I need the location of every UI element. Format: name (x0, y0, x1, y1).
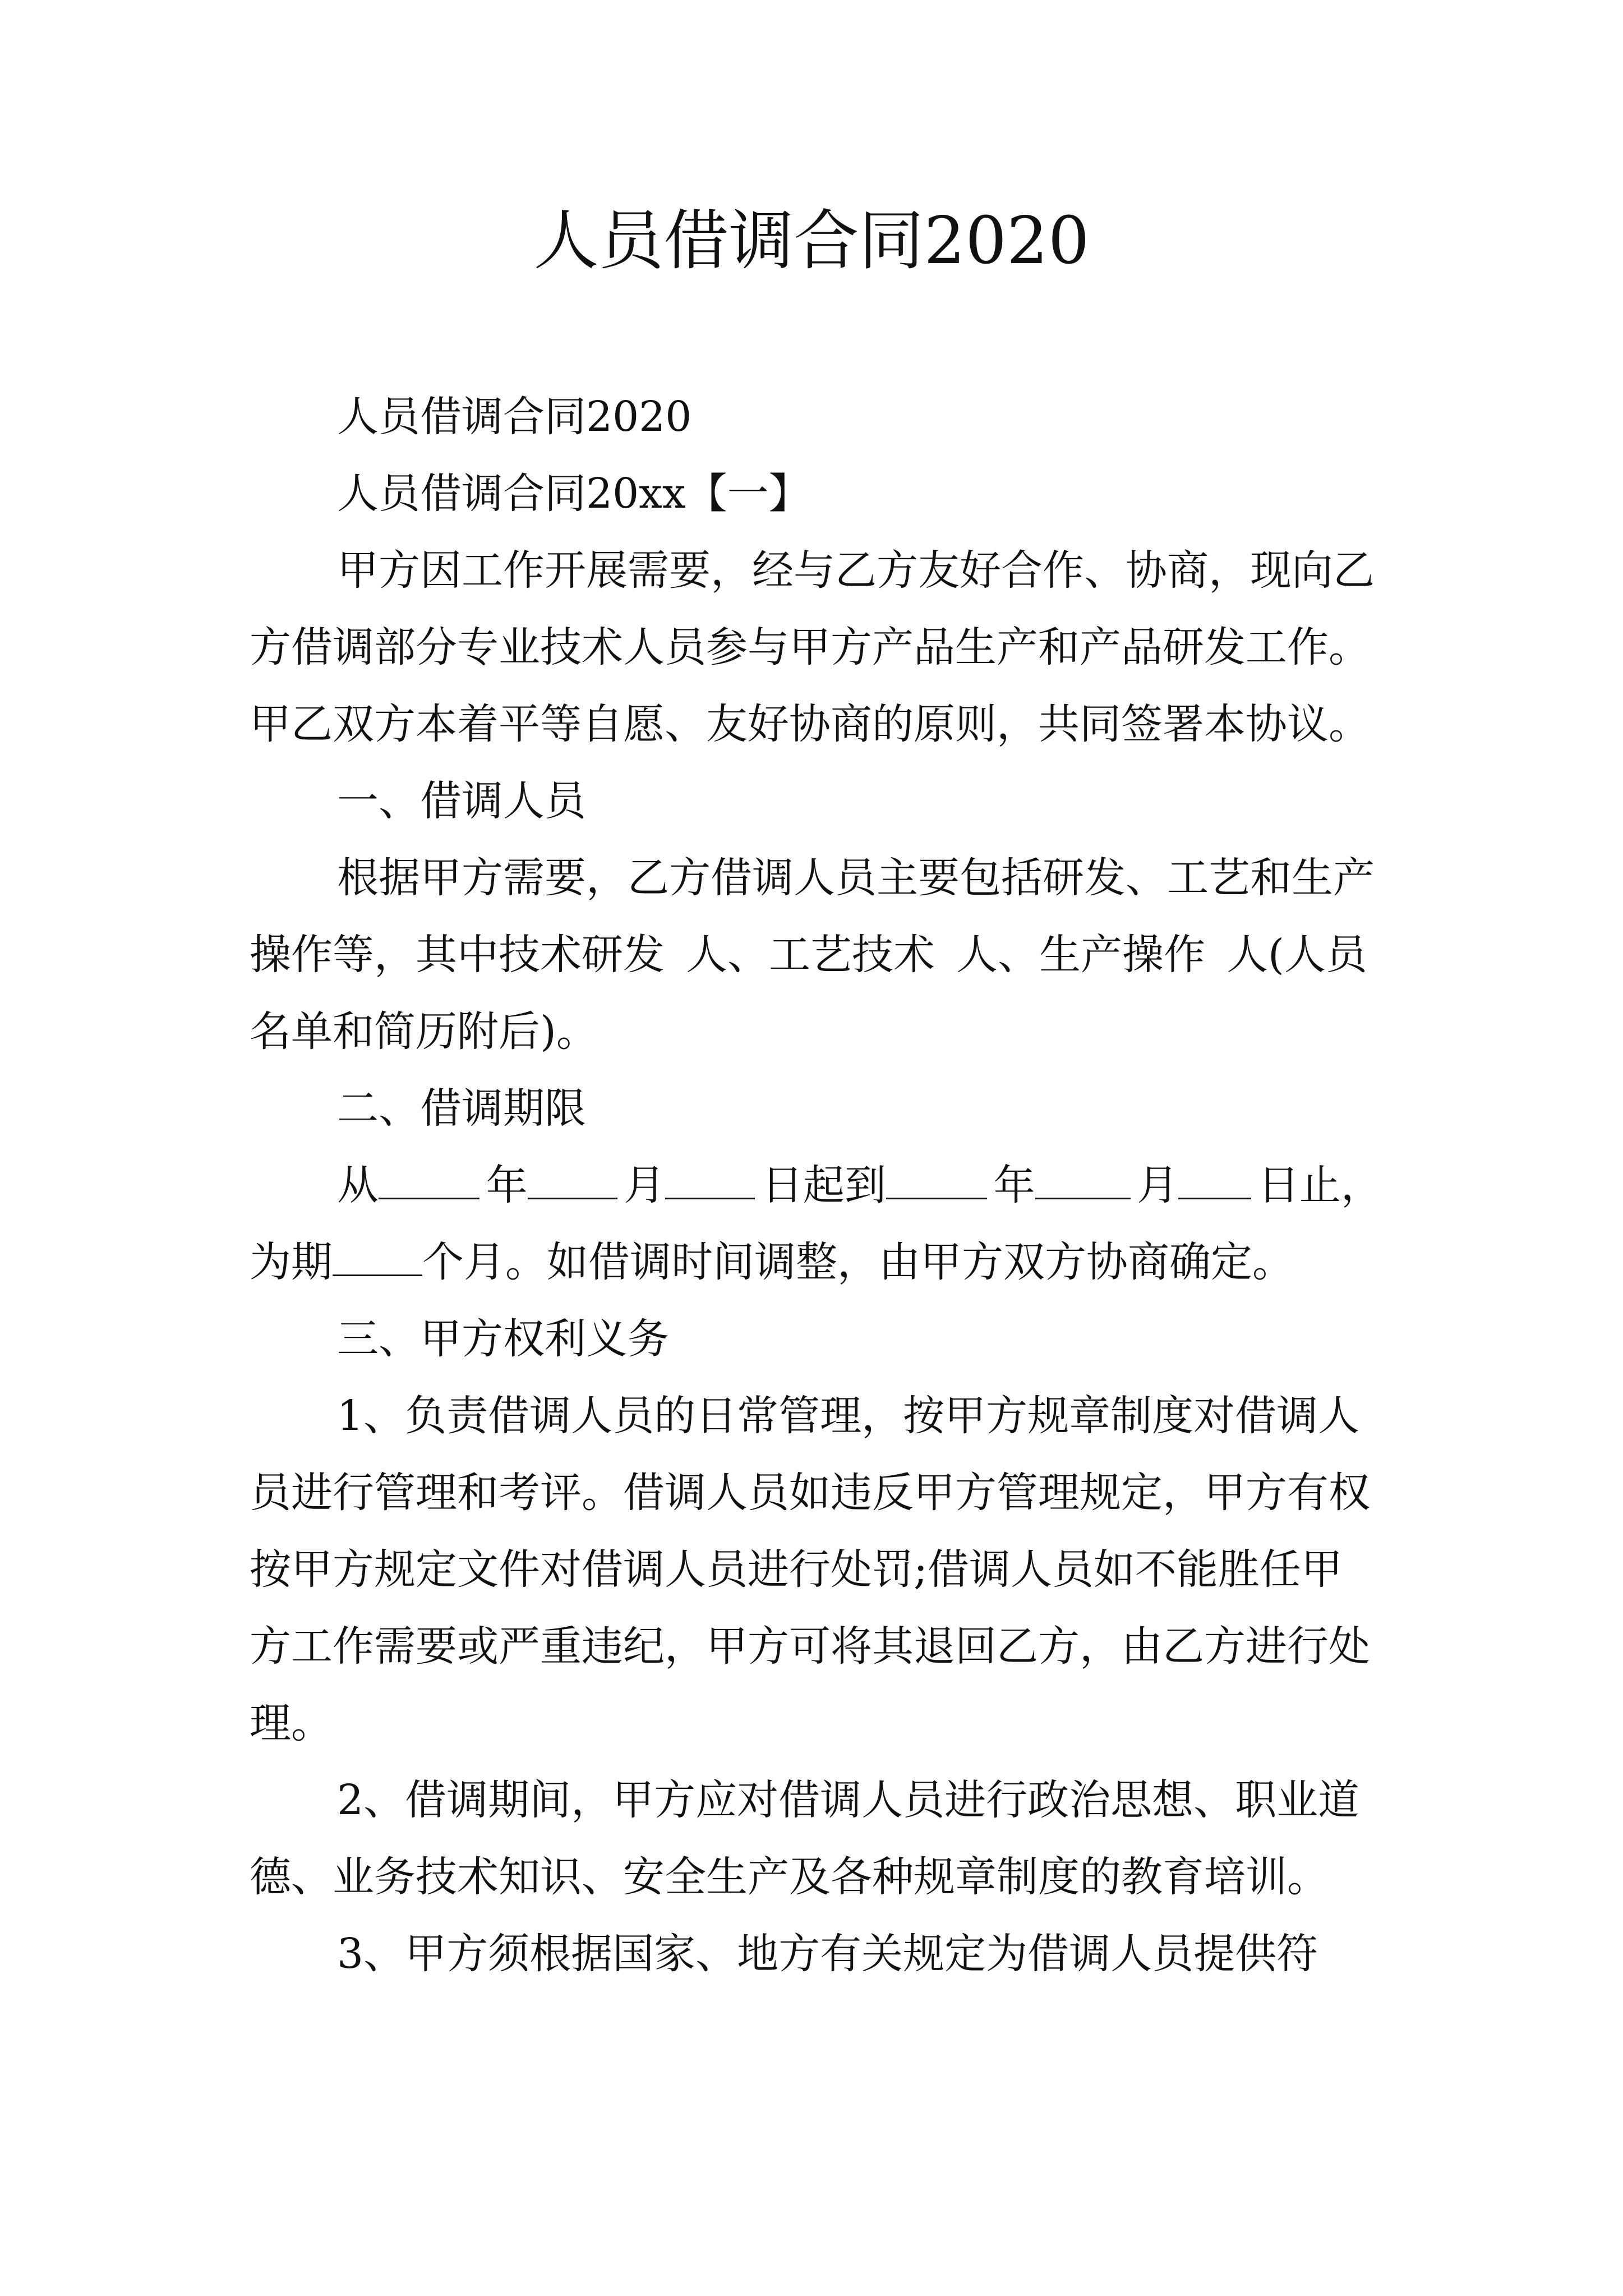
period-from: 从 (337, 1147, 479, 1224)
period-year1: 年 (486, 1147, 617, 1224)
clause-1: 1、负责借调人员的日常管理，按甲方规章制度对借调人员进行管理和考评。借调人员如违反甲方管理规定，甲方有权按甲方规定文件对借调人员进行处罚;借调人员如不能胜任甲方工作需要或严重违纪，甲方可将其退回乙方，由乙方进行处理。 (250, 1392, 1370, 1747)
clause-3: 3、甲方须根据国家、地方有关规定为借调人员提供符 (337, 1930, 1318, 1978)
document-body (250, 379, 1382, 1993)
period-day2: 日止， (1257, 1161, 1382, 1209)
heading-personnel: 一、借调人员 (337, 777, 586, 825)
period-month2: 月 (1137, 1147, 1251, 1224)
personnel-text-a: 根据甲方需要，乙方借调人员主要包括研发、工艺和生产操作等，其中技术研发 (250, 854, 1375, 979)
personnel-text-b: 人、工艺技术 (686, 931, 935, 979)
period-term-line: 为期 个月。如借调时间调整，由甲方双方协商确定。 (250, 1238, 1294, 1286)
personnel-paragraph (250, 840, 1382, 1070)
intro-paragraph: 甲方因工作开展需要，经与乙方友好合作、协商，现向乙方借调部分专业技术人员参与甲方产品生产和产品研发工作。甲乙双方本着平等自愿、友好协商的原则，共同签署本协议。 (250, 546, 1375, 748)
period-line (250, 1147, 1382, 1224)
personnel-text-c: 人、生产操作 (956, 931, 1205, 979)
clause-2: 2、借调期间，甲方应对借调人员进行政治思想、职业道德、业务技术知识、安全生产及各种规章制度的教育培训。 (250, 1776, 1360, 1901)
period-day1: 日起到 (762, 1147, 987, 1224)
personnel-text-d: 人(人员名单和简历附后)。 (250, 931, 1367, 1056)
heading-period: 二、借调期限 (337, 1084, 586, 1133)
heading-party-a-rights: 三、甲方权利义务 (337, 1315, 669, 1363)
document-title: 人员借调合同2020 (533, 203, 1090, 279)
section-heading: 人员借调合同20xx【一】 (337, 470, 810, 518)
period-month1: 月 (624, 1147, 755, 1224)
subtitle: 人员借调合同2020 (337, 393, 692, 441)
period-year2: 年 (994, 1147, 1131, 1224)
